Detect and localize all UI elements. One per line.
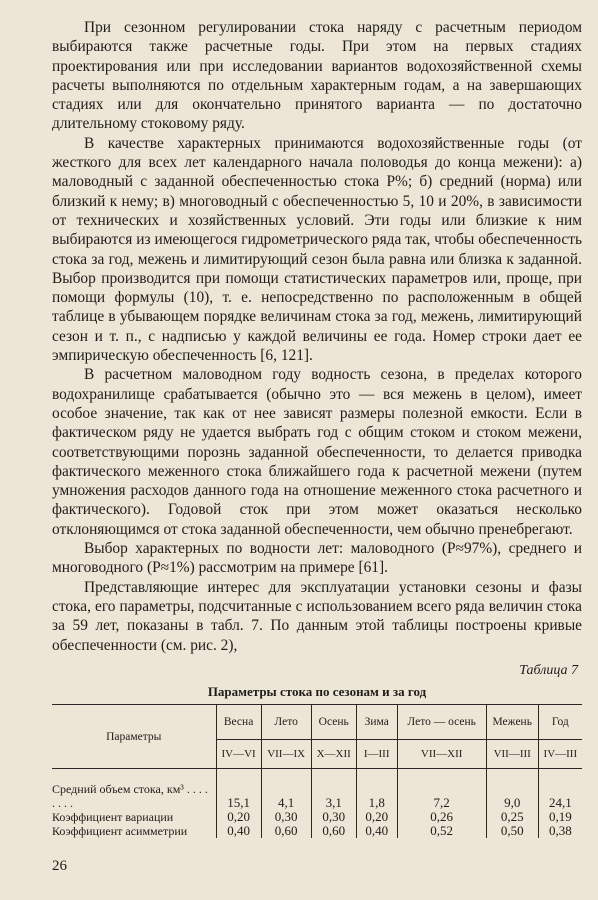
- period-header: IV—III: [538, 740, 582, 769]
- table-cell: 0,25: [486, 810, 538, 824]
- table-cell: 3,1: [311, 769, 356, 811]
- table-cell: 0,40: [356, 824, 397, 838]
- table-cell: 1,8: [356, 769, 397, 811]
- table-cell: 4,1: [261, 769, 311, 811]
- table-cell: 15,1: [216, 769, 261, 811]
- season-header: Осень: [311, 705, 356, 740]
- param-header: Параметры: [52, 705, 216, 769]
- table-row: [52, 810, 582, 824]
- period-header: I—III: [356, 740, 397, 769]
- table-cell: 0,30: [311, 810, 356, 824]
- period-header: VII—III: [486, 740, 538, 769]
- table-cell: 0,50: [486, 824, 538, 838]
- table-cell: 0,60: [311, 824, 356, 838]
- table-cell: 0,20: [356, 810, 397, 824]
- table-cell: 0,38: [538, 824, 582, 838]
- season-header: Лето: [261, 705, 311, 740]
- paragraph: В расчетном маловодном году водность сезона, в пределах которого водохранилище срабатывается (обычно это — вся межень в целом), имеет особое значение, так как от нее зависят размеры полезной емкости. Если в фактическом ряду не удается выбрать год с общим стоком и стоком межени, соответствующими порознь заданной обеспеченности, то делается приводка фактического меженного стока ближайшего года к расчетной межени (путем умножения расходов данного года на отношение меженного стока расчетного и фактического). Годовой сток при этом может оказаться несколько отклоняющимся от стока заданной обеспеченности, чем обычно пренебрегают.: [52, 366, 582, 538]
- parameters-table: [52, 704, 582, 838]
- paragraph: В качестве характерных принимаются водохозяйственные годы (от жесткого для всех лет календарного начала половодья до конца межени): а) маловодный с заданной обеспеченностью стока P%; б) средний (норма) или близкий к нему; в) многоводный с обеспеченностью 5, 10 и 20%, в зависимости от технических и хозяйственных условий. Эти годы или близкие к ним выбираются из имеющегося гидрометрического ряда так, чтобы обеспеченность стока за год, межень и лимитирующий сезон была равна или близка к заданной. Выбор производится при помощи статистических параметров или, проще, при помощи формулы (10), т. е. непосредственно по расположенным в общей таблице в убывающем порядке величинам стока за год, межень, лимитирующий сезон и т. п., с надписью у каждой величины ее года. Номер строки дает ее эмпирическую обеспеченность [6, 121].: [52, 134, 582, 365]
- table-cell: 9,0: [486, 769, 538, 811]
- table-cell: 0,30: [261, 810, 311, 824]
- table-cell: 0,26: [397, 810, 486, 824]
- paragraph: Выбор характерных по водности лет: маловодного (P≈97%), среднего и многоводного (P≈1%) рассмотрим на примере [61].: [52, 540, 582, 577]
- row-label: Средний объем стока, км³ . . . . . . . .: [52, 769, 216, 811]
- paragraph: При сезонном регулировании стока наряду с расчетным периодом выбираются также расчетные годы. При этом на первых стадиях проектирования или при исследовании вариантов водохозяйственной схемы расчеты выполняются по отдельным характерным годам, а на завершающих стадиях или для окончательно принятого варианта — по достаточно длительному стоковому ряду.: [52, 19, 582, 133]
- season-header: Весна: [216, 705, 261, 740]
- row-label: Коэффициент асимметрии: [52, 824, 216, 838]
- row-label: Коэффициент вариации: [52, 810, 216, 824]
- season-header: Год: [538, 705, 582, 740]
- body-text: [52, 18, 582, 655]
- table-row: [52, 824, 582, 838]
- page-number: 26: [52, 858, 67, 874]
- table-cell: 0,52: [397, 824, 486, 838]
- period-header: IV—VI: [216, 740, 261, 769]
- paragraph: Представляющие интерес для эксплуатации установки сезоны и фазы стока, его параметры, подсчитанные с использованием всего ряда величин стока за 59 лет, показаны в табл. 7. По данным этой таблицы построены кривые обеспеченности (см. рис. 2),: [52, 578, 582, 654]
- table-cell: 24,1: [538, 769, 582, 811]
- season-header: Зима: [356, 705, 397, 740]
- period-header: X—XII: [311, 740, 356, 769]
- table-cell: 0,40: [216, 824, 261, 838]
- table-cell: 0,19: [538, 810, 582, 824]
- season-header: Лето — осень: [397, 705, 486, 740]
- period-header: VII—IX: [261, 740, 311, 769]
- table-title: Параметры стока по сезонам и за год: [207, 684, 427, 699]
- table-caption: Таблица 7: [519, 663, 578, 678]
- season-header: Межень: [486, 705, 538, 740]
- period-header: VII—XII: [397, 740, 486, 769]
- table-cell: 0,20: [216, 810, 261, 824]
- table-cell: 0,60: [261, 824, 311, 838]
- table-cell: 7,2: [397, 769, 486, 811]
- table-row: [52, 769, 582, 811]
